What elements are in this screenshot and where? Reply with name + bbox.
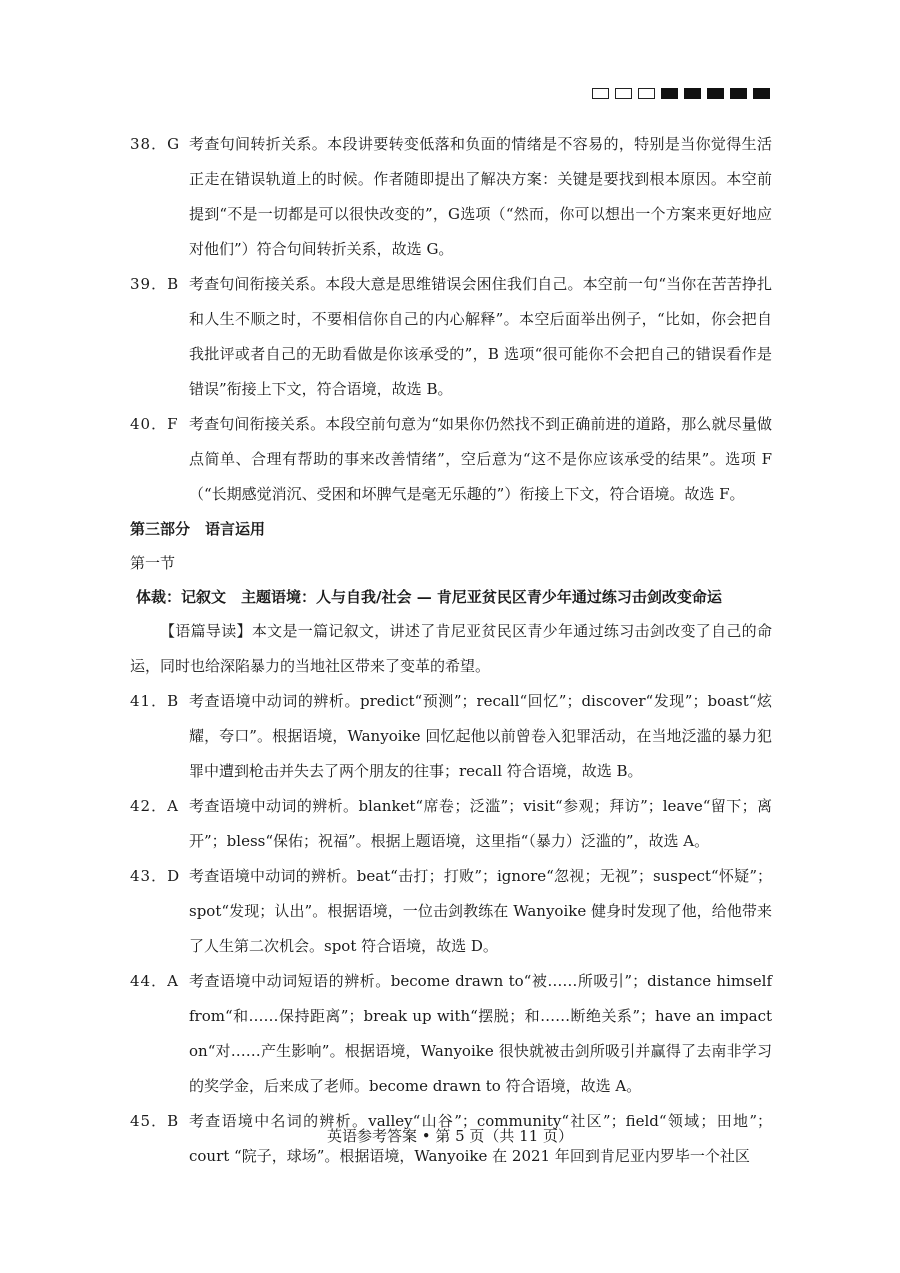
answer-number: 38．G bbox=[130, 135, 181, 153]
part-title: 第三部分 语言运用 bbox=[130, 520, 266, 538]
answer-number: 40．F bbox=[130, 415, 179, 433]
answer-number: 45．B bbox=[130, 1112, 180, 1130]
header-mark bbox=[684, 88, 701, 99]
answer-explanation: 考查句间转折关系。本段讲要转变低落和负面的情绪是不容易的，特别是当你觉得生活正走在错误轨道上的时候。作者随即提出了解决方案：关键是要找到根本原因。本空前提到“不是一切都是可以很快改变的”，G选项（“然而，你可以想出一个方案来更好地应对他们”）符合句间转折关系，故选 G。 bbox=[189, 135, 772, 258]
answer-item-38 bbox=[130, 127, 772, 267]
answer-item-42 bbox=[130, 789, 772, 859]
header-mark bbox=[615, 88, 632, 99]
answer-number: 43．D bbox=[130, 867, 181, 885]
header-mark bbox=[638, 88, 655, 99]
page-footer: 英语参考答案 • 第 5 页（共 11 页） bbox=[326, 1127, 574, 1145]
answer-number: 39．B bbox=[130, 275, 180, 293]
header-mark bbox=[661, 88, 678, 99]
answer-item-40 bbox=[130, 407, 772, 512]
answer-explanation: 考查语境中动词的辨析。beat“击打；打败”；ignore“忽视；无视”；suspect“怀疑”；spot“发现；认出”。根据语境，一位击剑教练在 Wanyoike 健身时发现了他，给他带来了人生第二次机会。spot 符合语境，故选 D。 bbox=[189, 867, 772, 955]
answer-number: 41．B bbox=[130, 692, 180, 710]
answer-content bbox=[130, 127, 772, 1174]
answer-item-39 bbox=[130, 267, 772, 407]
answer-explanation: 考查语境中动词短语的辨析。become drawn to“被……所吸引”；distance himself from“和……保持距离”；break up with“摆脱；和……断绝关系”；have an impact on“对……产生影响”。根据语境，Wanyoike 很快就被击剑所吸引并赢得了去南非学习的奖学金，后来成了老师。become drawn to 符合语境，故选 A。 bbox=[189, 972, 772, 1095]
answer-explanation: 考查语境中名词的辨析。valley“山谷”；community“社区”；field“领域；田地”；court “院子，球场”。根据语境，Wanyoike 在 2021 年回到肯尼亚内罗毕一个社区 bbox=[189, 1112, 772, 1165]
header-mark bbox=[707, 88, 724, 99]
answer-item-44 bbox=[130, 964, 772, 1104]
answer-item-43 bbox=[130, 859, 772, 964]
answer-explanation: 考查语境中动词的辨析。blanket“席卷；泛滥”；visit“参观；拜访”；leave“留下；离开”；bless“保佑；祝福”。根据上题语境，这里指“（暴力）泛滥的”，故选 A。 bbox=[189, 797, 772, 850]
header-mark bbox=[730, 88, 747, 99]
answer-explanation: 考查句间衔接关系。本段大意是思维错误会困住我们自己。本空前一句“当你在苦苦挣扎和人生不顺之时，不要相信你自己的内心解释”。本空后面举出例子，“比如，你会把自我批评或者自己的无助看做是你该承受的”，B 选项“很可能你不会把自己的错误看作是错误”衔接上下文，符合语境，故选 B。 bbox=[189, 275, 772, 398]
answer-explanation: 考查句间衔接关系。本段空前句意为“如果你仍然找不到正确前进的道路，那么就尽量做点简单、合理有帮助的事来改善情绪”，空后意为“这不是你应该承受的结果”。选项 F（“长期感觉消沉、受困和坏脾气是毫无乐趣的”）衔接上下文，符合语境。故选 F。 bbox=[189, 415, 772, 503]
passage-guide: 【语篇导读】本文是一篇记叙文，讲述了肯尼亚贫民区青少年通过练习击剑改变了自己的命运，同时也给深陷暴力的当地社区带来了变革的希望。 bbox=[130, 622, 772, 675]
answer-number: 44．A bbox=[130, 972, 179, 990]
passage-topic: 体裁：记叙文 主题语境：人与自我/社会 — 肯尼亚贫民区青少年通过练习击剑改变命运 bbox=[136, 588, 722, 606]
header-mark bbox=[753, 88, 770, 99]
answer-item-41 bbox=[130, 684, 772, 789]
header-marks bbox=[592, 88, 770, 99]
header-mark bbox=[592, 88, 609, 99]
answer-explanation: 考查语境中动词的辨析。predict“预测”；recall“回忆”；discover“发现”；boast“炫耀，夸口”。根据语境，Wanyoike 回忆起他以前曾卷入犯罪活动，在当地泛滥的暴力犯罪中遭到枪击并失去了两个朋友的往事；recall 符合语境，故选 B。 bbox=[189, 692, 772, 780]
answer-number: 42．A bbox=[130, 797, 179, 815]
section-subtitle: 第一节 bbox=[130, 554, 176, 572]
